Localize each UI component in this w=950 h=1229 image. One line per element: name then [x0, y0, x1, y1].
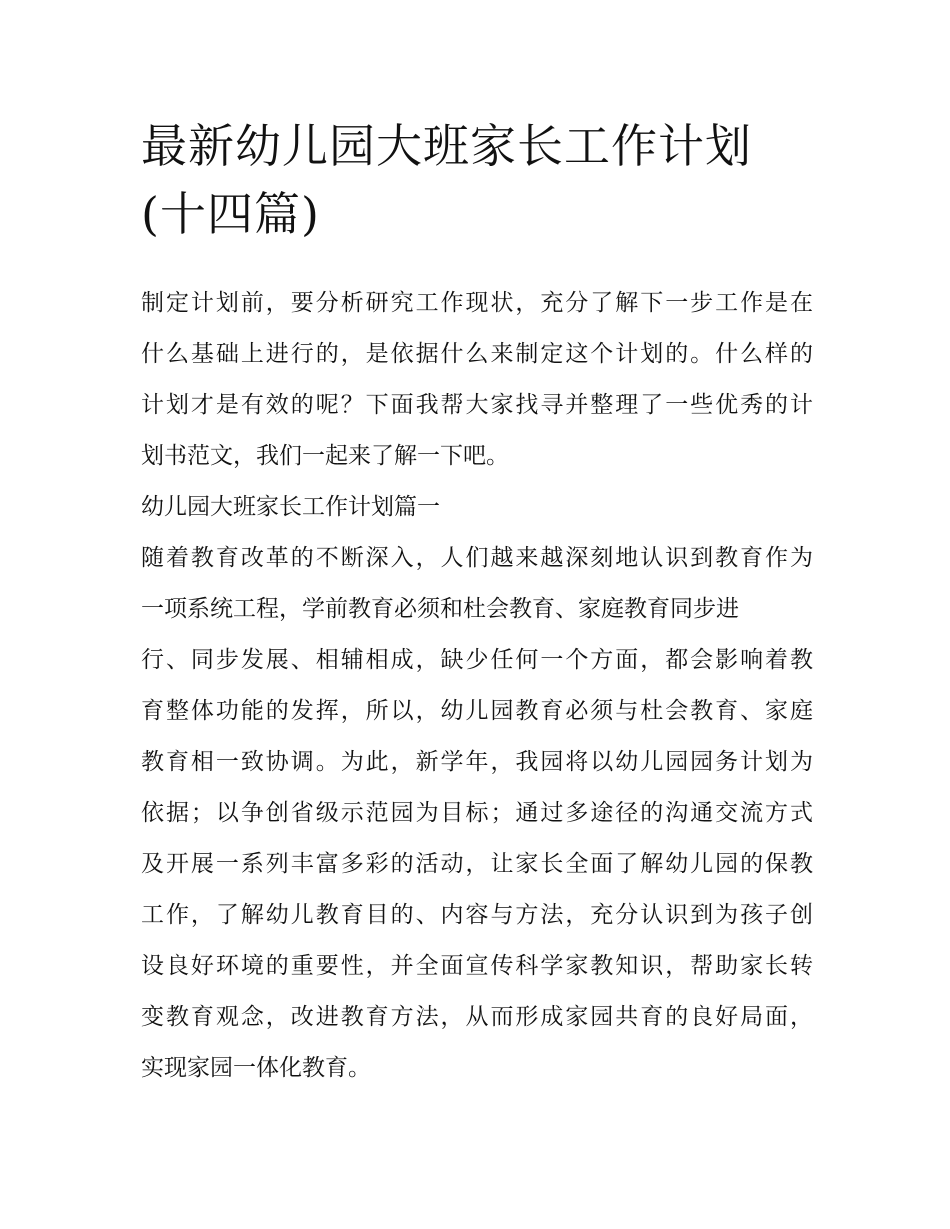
section-line-8: 工作，了解幼儿教育目的、内容与方法，充分认识到为孩子创: [141, 902, 813, 928]
section-line-10: 变教育观念，改进教育方法，从而形成家园共育的良好局面，: [141, 1004, 813, 1030]
document-body: [141, 278, 813, 1094]
section-heading: 幼儿园大班家长工作计划篇一: [141, 494, 440, 520]
title-line-2: (十四篇): [141, 187, 320, 241]
section-line-7: 及开展一系列丰富多彩的活动，让家长全面了解幼儿园的保教: [141, 851, 813, 877]
section-line-5: 教育相一致协调。为此，新学年，我园将以幼儿园园务计划为: [141, 749, 813, 775]
intro-line-4: 划书范文，我们一起来了解一下吧。: [141, 443, 509, 469]
section-line-1: 随着教育改革的不断深入，人们越来越深刻地认识到教育作为: [141, 545, 813, 571]
section-line-9: 设良好环境的重要性，并全面宣传科学家教知识，帮助家长转: [141, 953, 813, 979]
intro-line-2: 什么基础上进行的，是依据什么来制定这个计划的。什么样的: [141, 341, 813, 367]
section-line-11: 实现家园一体化教育。: [141, 1055, 371, 1081]
section-line-2: 一项系统工程，学前教育必须和杜会教育、家庭教育同步进: [141, 596, 739, 622]
section-line-3: 行、同步发展、相辅相成，缺少任何一个方面，都会影响着教: [141, 647, 813, 673]
intro-line-1: 制定计划前，要分析研究工作现状，充分了解下一步工作是在: [141, 290, 813, 316]
section-line-6: 依据；以争创省级示范园为目标；通过多途径的沟通交流方式: [141, 800, 813, 826]
document-page: [141, 112, 813, 1094]
title-line-1: 最新幼儿园大班家长工作计划: [141, 119, 752, 173]
document-title: [141, 112, 813, 248]
intro-line-3: 计划才是有效的呢？下面我帮大家找寻并整理了一些优秀的计: [141, 392, 813, 418]
section-line-4: 育整体功能的发挥，所以，幼儿园教育必须与杜会教育、家庭: [141, 698, 813, 724]
